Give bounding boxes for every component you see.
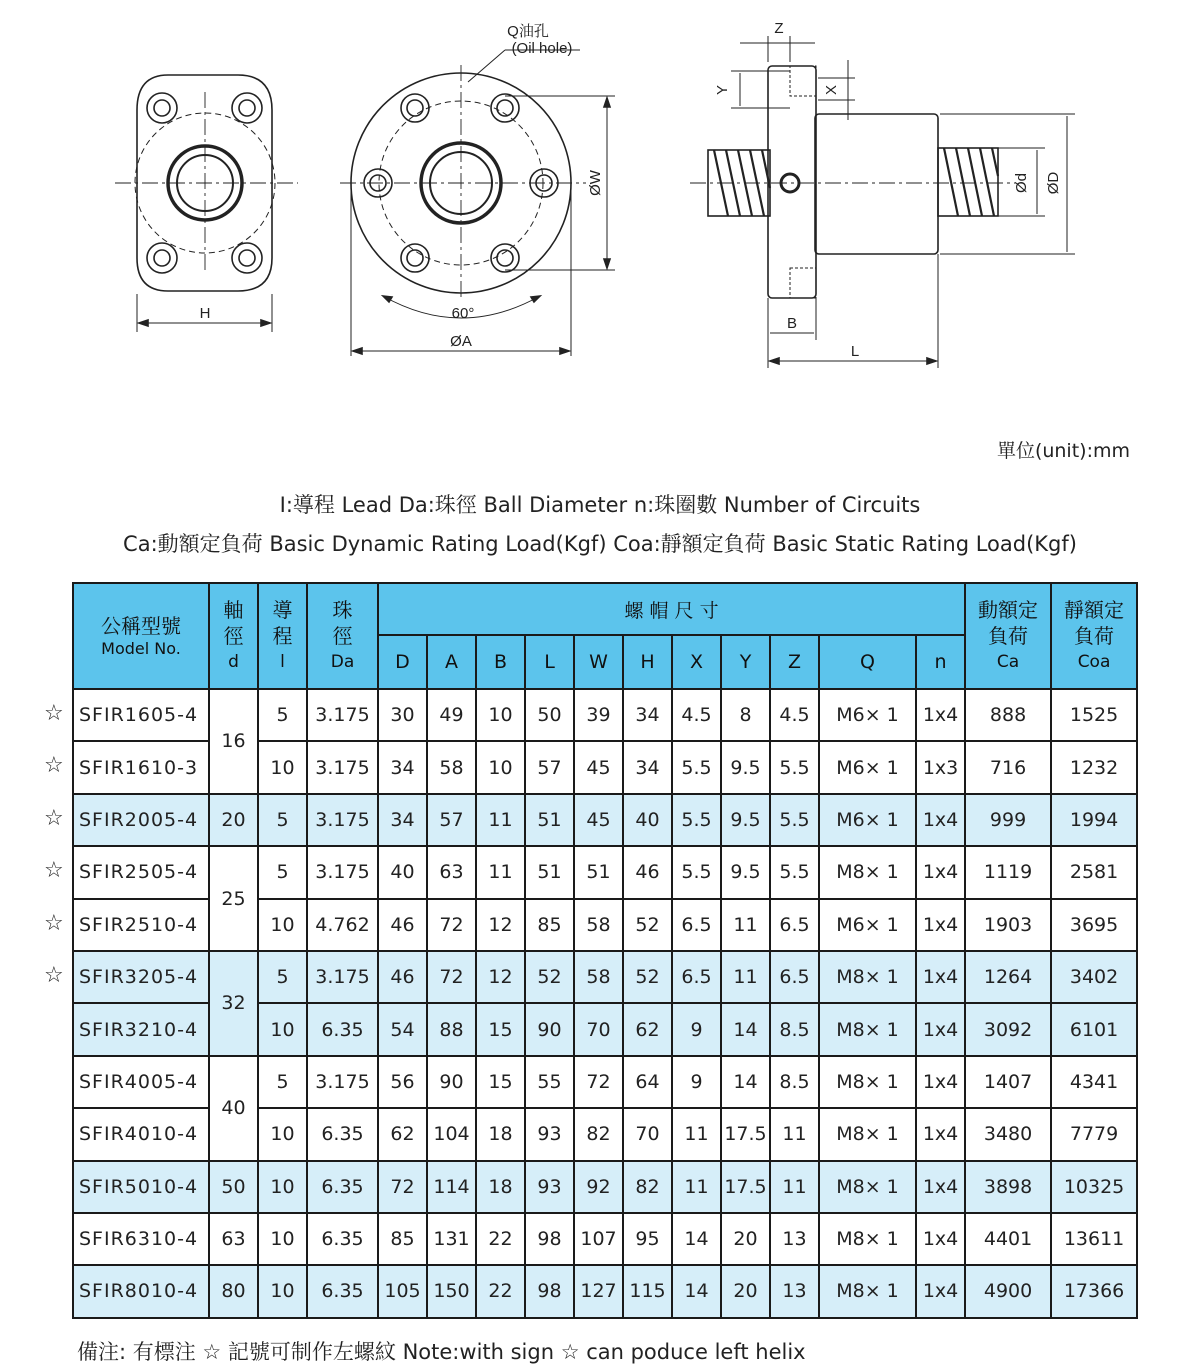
static-load-cell: 4341 (1051, 1056, 1137, 1108)
table-row (73, 1056, 1137, 1108)
dim-y-cell: 17.5 (721, 1161, 770, 1213)
shaft-diameter-cell: 63 (209, 1213, 258, 1265)
model-cell: SFIR3205-4 (73, 951, 209, 1003)
dim-l-cell: 51 (525, 794, 574, 846)
table-row (73, 1265, 1137, 1317)
dim-x-cell: 6.5 (672, 899, 721, 951)
dim-b-cell: 10 (476, 689, 525, 741)
dim-a-cell: 72 (427, 899, 476, 951)
dim-d-cell: 46 (378, 899, 427, 951)
dim-b-cell: 22 (476, 1213, 525, 1265)
dim-q-cell: M6× 1 (819, 794, 916, 846)
dynamic-load-cell: 716 (965, 741, 1051, 793)
dim-x-cell: 9 (672, 1056, 721, 1108)
lead-cell: 5 (258, 689, 307, 741)
legend-line-1: I:導程 Lead Da:珠徑 Ball Diameter n:珠圈數 Number of Circuits (279, 493, 921, 517)
dim-n-cell: 1x3 (916, 741, 965, 793)
dim-y-label: Y (714, 84, 731, 96)
dim-n-cell: 1x4 (916, 951, 965, 1003)
dim-n-cell: 1x4 (916, 689, 965, 741)
lead-cell: 10 (258, 899, 307, 951)
shaft-diameter-cell: 20 (209, 794, 258, 846)
dim-q-cell: M6× 1 (819, 741, 916, 793)
static-load-cell: 13611 (1051, 1213, 1137, 1265)
dim-b-cell: 18 (476, 1161, 525, 1213)
dim-b-cell: 11 (476, 846, 525, 898)
dim-z-label: Z (774, 20, 784, 37)
lead-cell: 10 (258, 1213, 307, 1265)
dim-n-cell: 1x4 (916, 1265, 965, 1317)
dim-d-cell: 54 (378, 1003, 427, 1055)
dim-q-cell: M6× 1 (819, 689, 916, 741)
dim-x-cell: 9 (672, 1003, 721, 1055)
header-dynamic-load: 動額定 負荷 Ca (965, 583, 1051, 689)
shaft-diameter-cell: 25 (209, 846, 258, 951)
header-lead: 導 程 l (258, 583, 307, 689)
dim-q-cell: M8× 1 (819, 1108, 916, 1160)
dim-b-cell: 10 (476, 741, 525, 793)
model-cell: SFIR4005-4 (73, 1056, 209, 1108)
header-shaft: 軸 徑 d (209, 583, 258, 689)
dim-y-cell: 14 (721, 1003, 770, 1055)
star-icon: ☆ (44, 701, 64, 726)
model-cell: SFIR2510-4 (73, 899, 209, 951)
dim-q-cell: M8× 1 (819, 846, 916, 898)
dim-w-cell: 58 (574, 899, 623, 951)
dim-z-cell: 8.5 (770, 1003, 819, 1055)
table-row (73, 1161, 1137, 1213)
dim-b-cell: 11 (476, 794, 525, 846)
table-row (73, 1213, 1137, 1265)
dim-q-cell: M6× 1 (819, 899, 916, 951)
dim-d-cell: 34 (378, 741, 427, 793)
dim-x-cell: 6.5 (672, 951, 721, 1003)
dim-d-cell: 30 (378, 689, 427, 741)
header-static-load: 靜額定 負荷 Coa (1051, 583, 1137, 689)
shaft-diameter-cell: 80 (209, 1265, 258, 1317)
lead-cell: 10 (258, 1265, 307, 1317)
dim-a-cell: 90 (427, 1056, 476, 1108)
star-icon: ☆ (44, 858, 64, 884)
dim-d-cell: 34 (378, 794, 427, 846)
static-load-cell: 3402 (1051, 951, 1137, 1003)
dim-y-cell: 20 (721, 1213, 770, 1265)
dim-w-cell: 51 (574, 846, 623, 898)
dim-h-cell: 82 (623, 1161, 672, 1213)
lead-cell: 10 (258, 1003, 307, 1055)
dim-x-cell: 4.5 (672, 689, 721, 741)
dynamic-load-cell: 4401 (965, 1213, 1051, 1265)
static-load-cell: 6101 (1051, 1003, 1137, 1055)
dim-n-cell: 1x4 (916, 846, 965, 898)
dim-a-cell: 88 (427, 1003, 476, 1055)
model-cell: SFIR4010-4 (73, 1108, 209, 1160)
table-row (73, 689, 1137, 741)
spec-table (72, 582, 1138, 1319)
table-row (73, 794, 1137, 846)
dim-l-label: L (850, 343, 860, 360)
dim-n-cell: 1x4 (916, 1161, 965, 1213)
header-model: 公稱型號 Model No. (73, 583, 209, 689)
dynamic-load-cell: 3092 (965, 1003, 1051, 1055)
dim-w-cell: 72 (574, 1056, 623, 1108)
ball-diameter-cell: 3.175 (307, 794, 378, 846)
dynamic-load-cell: 1903 (965, 899, 1051, 951)
dim-z-cell: 6.5 (770, 951, 819, 1003)
header-col-h: H (623, 635, 672, 689)
footnote: 備注: 有標注 ☆ 記號可制作左螺紋 Note:with sign ☆ can poduce left helix (77, 1340, 806, 1364)
dim-a-cell: 131 (427, 1213, 476, 1265)
dim-z-cell: 11 (770, 1108, 819, 1160)
header-col-q: Q (819, 635, 916, 689)
dim-w-cell: 127 (574, 1265, 623, 1317)
static-load-cell: 10325 (1051, 1161, 1137, 1213)
static-load-cell: 1525 (1051, 689, 1137, 741)
flange-front-view-round (340, 50, 615, 356)
dim-y-cell: 9.5 (721, 794, 770, 846)
star-icon: ☆ (44, 805, 64, 831)
dim-a-cell: 58 (427, 741, 476, 793)
header-col-d: D (378, 635, 427, 689)
dynamic-load-cell: 3480 (965, 1108, 1051, 1160)
dim-l-cell: 93 (525, 1161, 574, 1213)
dim-q-cell: M8× 1 (819, 1056, 916, 1108)
dim-l-cell: 98 (525, 1213, 574, 1265)
dim-d-cell: 40 (378, 846, 427, 898)
dim-x-cell: 5.5 (672, 846, 721, 898)
dim-h-cell: 34 (623, 689, 672, 741)
dynamic-load-cell: 1119 (965, 846, 1051, 898)
shaft-diameter-cell: 32 (209, 951, 258, 1056)
dim-a-cell: 150 (427, 1265, 476, 1317)
legend-line-2: Ca:動額定負荷 Basic Dynamic Rating Load(Kgf) Coa:靜額定負荷 Basic Static Rating Load(Kgf) (123, 532, 1077, 556)
dim-b-label: B (786, 315, 798, 332)
dim-l-cell: 57 (525, 741, 574, 793)
dim-l-cell: 85 (525, 899, 574, 951)
dim-w-cell: 92 (574, 1161, 623, 1213)
oil-hole-label: Q油孔 (507, 23, 549, 40)
shaft-diameter-cell: 16 (209, 689, 258, 794)
lead-cell: 10 (258, 741, 307, 793)
dim-d-cell: 56 (378, 1056, 427, 1108)
dim-b-cell: 15 (476, 1003, 525, 1055)
dim-w-cell: 70 (574, 1003, 623, 1055)
dim-w-cell: 58 (574, 951, 623, 1003)
lead-cell: 5 (258, 794, 307, 846)
ball-diameter-cell: 3.175 (307, 951, 378, 1003)
shaft-diameter-cell: 50 (209, 1161, 258, 1213)
dim-b-cell: 15 (476, 1056, 525, 1108)
technical-drawings (0, 0, 1200, 430)
dim-y-cell: 20 (721, 1265, 770, 1317)
dim-w-label: ØW (587, 170, 604, 196)
dim-l-cell: 90 (525, 1003, 574, 1055)
dim-z-cell: 5.5 (770, 794, 819, 846)
model-cell: SFIR2005-4 (73, 794, 209, 846)
dim-y-cell: 9.5 (721, 846, 770, 898)
static-load-cell: 1994 (1051, 794, 1137, 846)
dim-z-cell: 11 (770, 1161, 819, 1213)
dim-l-cell: 93 (525, 1108, 574, 1160)
dim-d-cell: 62 (378, 1108, 427, 1160)
header-col-x: X (672, 635, 721, 689)
ball-diameter-cell: 3.175 (307, 846, 378, 898)
dim-z-cell: 5.5 (770, 846, 819, 898)
flange-front-view-flat (115, 75, 298, 332)
ball-diameter-cell: 6.35 (307, 1108, 378, 1160)
dim-n-cell: 1x4 (916, 1108, 965, 1160)
lead-cell: 5 (258, 1056, 307, 1108)
dim-q-cell: M8× 1 (819, 1265, 916, 1317)
dim-w-cell: 82 (574, 1108, 623, 1160)
static-load-cell: 17366 (1051, 1265, 1137, 1317)
dim-h-label: H (199, 305, 211, 322)
dim-d-cell: 46 (378, 951, 427, 1003)
model-cell: SFIR2505-4 (73, 846, 209, 898)
dim-h-cell: 46 (623, 846, 672, 898)
dim-x-cell: 5.5 (672, 741, 721, 793)
static-load-cell: 2581 (1051, 846, 1137, 898)
model-cell: SFIR3210-4 (73, 1003, 209, 1055)
dim-z-cell: 5.5 (770, 741, 819, 793)
ball-diameter-cell: 3.175 (307, 689, 378, 741)
dim-z-cell: 13 (770, 1265, 819, 1317)
dim-n-cell: 1x4 (916, 794, 965, 846)
star-icon: ☆ (44, 963, 64, 988)
dim-w-cell: 107 (574, 1213, 623, 1265)
dim-h-cell: 34 (623, 741, 672, 793)
dim-a-cell: 104 (427, 1108, 476, 1160)
dim-angle-label: 60° (451, 305, 475, 322)
dim-l-cell: 50 (525, 689, 574, 741)
dim-b-cell: 12 (476, 899, 525, 951)
dynamic-load-cell: 1407 (965, 1056, 1051, 1108)
lead-cell: 10 (258, 1161, 307, 1213)
dim-b-cell: 12 (476, 951, 525, 1003)
dim-x-cell: 11 (672, 1108, 721, 1160)
dim-x-cell: 14 (672, 1213, 721, 1265)
dim-n-cell: 1x4 (916, 899, 965, 951)
header-ball: 珠 徑 Da (307, 583, 378, 689)
table-row (73, 846, 1137, 898)
dim-h-cell: 115 (623, 1265, 672, 1317)
dim-d-label: Ød (1013, 172, 1030, 194)
header-col-y: Y (721, 635, 770, 689)
star-icon: ☆ (44, 910, 64, 936)
star-icon: ☆ (44, 753, 64, 779)
dim-n-cell: 1x4 (916, 1213, 965, 1265)
model-cell: SFIR8010-4 (73, 1265, 209, 1317)
dim-h-cell: 64 (623, 1056, 672, 1108)
model-cell: SFIR1605-4 (73, 689, 209, 741)
spec-table-body (73, 689, 1137, 1318)
lead-cell: 5 (258, 846, 307, 898)
lead-cell: 5 (258, 951, 307, 1003)
dim-w-cell: 45 (574, 794, 623, 846)
table-row (73, 951, 1137, 1003)
dim-z-cell: 8.5 (770, 1056, 819, 1108)
dim-q-cell: M8× 1 (819, 951, 916, 1003)
dim-n-cell: 1x4 (916, 1003, 965, 1055)
header-col-z: Z (770, 635, 819, 689)
dim-h-cell: 62 (623, 1003, 672, 1055)
dim-z-cell: 13 (770, 1213, 819, 1265)
dim-d-cell: 72 (378, 1161, 427, 1213)
dim-l-cell: 51 (525, 846, 574, 898)
dim-n-cell: 1x4 (916, 1056, 965, 1108)
dim-y-cell: 9.5 (721, 741, 770, 793)
dim-d-cell: 105 (378, 1265, 427, 1317)
dim-x-cell: 5.5 (672, 794, 721, 846)
static-load-cell: 7779 (1051, 1108, 1137, 1160)
dim-w-cell: 45 (574, 741, 623, 793)
dim-w-cell: 39 (574, 689, 623, 741)
ball-diameter-cell: 3.175 (307, 1056, 378, 1108)
header-col-a: A (427, 635, 476, 689)
ball-diameter-cell: 6.35 (307, 1003, 378, 1055)
dim-b-cell: 18 (476, 1108, 525, 1160)
dim-h-cell: 70 (623, 1108, 672, 1160)
ball-diameter-cell: 6.35 (307, 1161, 378, 1213)
model-cell: SFIR1610-3 (73, 741, 209, 793)
dim-h-cell: 52 (623, 899, 672, 951)
dim-q-cell: M8× 1 (819, 1213, 916, 1265)
lead-cell: 10 (258, 1108, 307, 1160)
ball-diameter-cell: 4.762 (307, 899, 378, 951)
dim-x-cell: 14 (672, 1265, 721, 1317)
dim-d-cell: 85 (378, 1213, 427, 1265)
dim-x-cell: 11 (672, 1161, 721, 1213)
model-cell: SFIR6310-4 (73, 1213, 209, 1265)
header-nut-dims: 螺 帽 尺 寸 (378, 583, 965, 635)
oil-hole-label-en: (Oil hole) (511, 40, 573, 57)
dim-y-cell: 8 (721, 689, 770, 741)
header-col-b: B (476, 635, 525, 689)
dynamic-load-cell: 888 (965, 689, 1051, 741)
dim-l-cell: 98 (525, 1265, 574, 1317)
dim-bigd-label: ØD (1045, 171, 1062, 195)
ball-diameter-cell: 6.35 (307, 1265, 378, 1317)
dim-x-label: X (823, 84, 840, 96)
dim-y-cell: 14 (721, 1056, 770, 1108)
shaft-diameter-cell: 40 (209, 1056, 258, 1161)
dim-l-cell: 55 (525, 1056, 574, 1108)
dim-y-cell: 11 (721, 899, 770, 951)
dim-z-cell: 4.5 (770, 689, 819, 741)
dim-q-cell: M8× 1 (819, 1003, 916, 1055)
dim-z-cell: 6.5 (770, 899, 819, 951)
dim-h-cell: 52 (623, 951, 672, 1003)
dim-h-cell: 40 (623, 794, 672, 846)
dim-q-cell: M8× 1 (819, 1161, 916, 1213)
dim-b-cell: 22 (476, 1265, 525, 1317)
dim-l-cell: 52 (525, 951, 574, 1003)
unit-label: 單位(unit):mm (996, 440, 1130, 462)
dim-a-cell: 72 (427, 951, 476, 1003)
ball-diameter-cell: 6.35 (307, 1213, 378, 1265)
dynamic-load-cell: 1264 (965, 951, 1051, 1003)
dynamic-load-cell: 4900 (965, 1265, 1051, 1317)
dynamic-load-cell: 999 (965, 794, 1051, 846)
header-col-n: n (916, 635, 965, 689)
dim-a-cell: 63 (427, 846, 476, 898)
dim-a-cell: 49 (427, 689, 476, 741)
nut-side-view (690, 36, 1075, 368)
dim-a-cell: 57 (427, 794, 476, 846)
static-load-cell: 1232 (1051, 741, 1137, 793)
header-col-l: L (525, 635, 574, 689)
dim-y-cell: 17.5 (721, 1108, 770, 1160)
dim-y-cell: 11 (721, 951, 770, 1003)
ball-diameter-cell: 3.175 (307, 741, 378, 793)
static-load-cell: 3695 (1051, 899, 1137, 951)
dim-h-cell: 95 (623, 1213, 672, 1265)
dim-a-cell: 114 (427, 1161, 476, 1213)
dim-a-label: ØA (450, 333, 472, 350)
model-cell: SFIR5010-4 (73, 1161, 209, 1213)
dynamic-load-cell: 3898 (965, 1161, 1051, 1213)
header-col-w: W (574, 635, 623, 689)
